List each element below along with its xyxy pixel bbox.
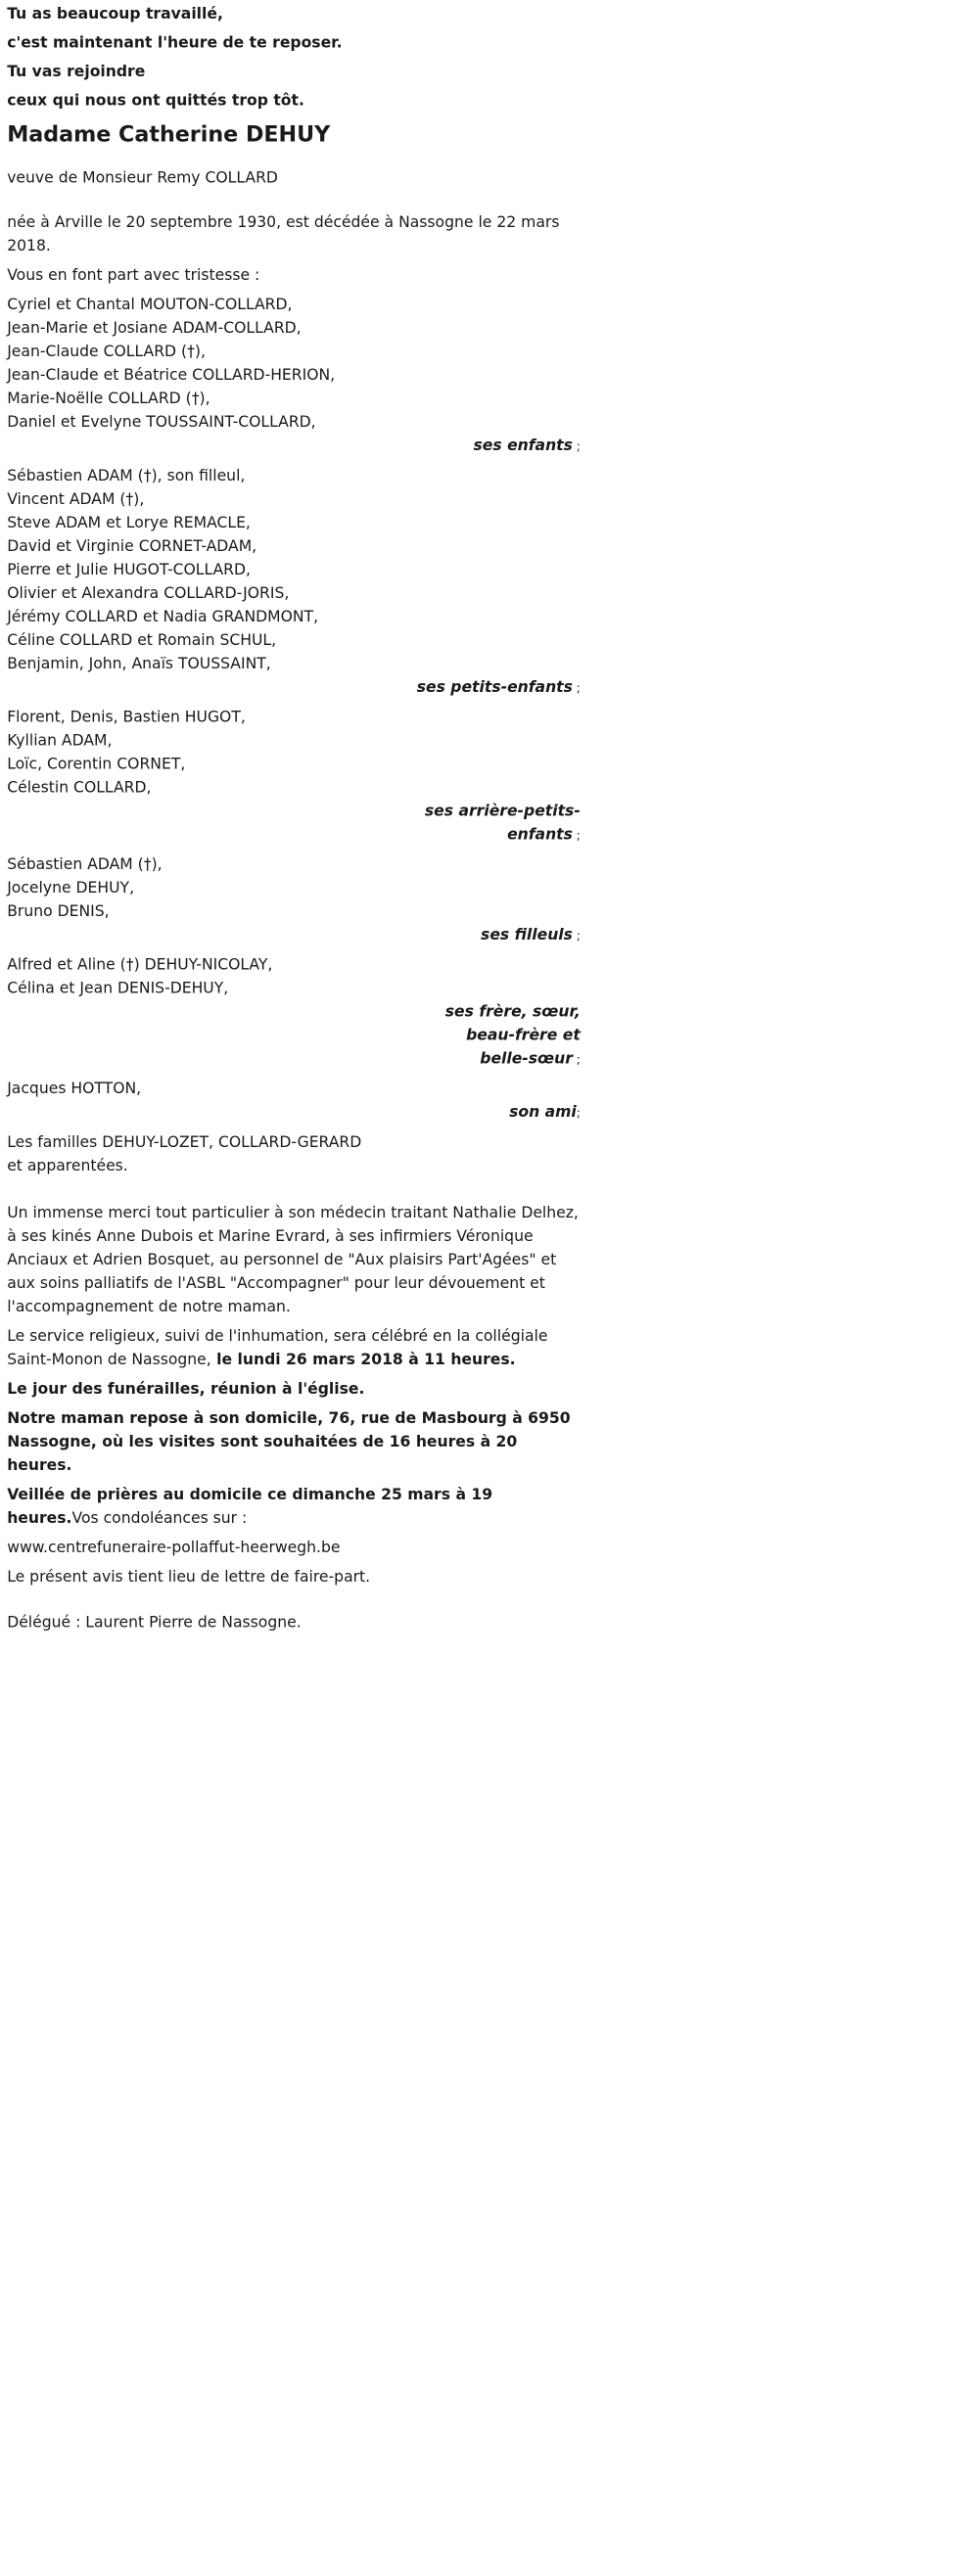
family-member: Jacques HOTTON, bbox=[7, 1080, 142, 1098]
relation-text: ses frère, sœur, bbox=[444, 1002, 581, 1021]
family-member: Olivier et Alexandra COLLARD-JORIS, bbox=[7, 584, 290, 602]
family-member: Jean-Claude et Béatrice COLLARD-HERION, bbox=[7, 366, 336, 385]
relation-text: ses petits-enfants bbox=[416, 678, 573, 696]
family-member: Céline COLLARD et Romain SCHUL, bbox=[7, 631, 277, 649]
deceased-name: Madame Catherine DEHUY bbox=[7, 121, 331, 147]
relation-text: beau-frère et bbox=[466, 1026, 581, 1044]
relation-semicolon: ; bbox=[572, 438, 581, 454]
family-member: Loïc, Corentin CORNET, bbox=[7, 755, 186, 773]
relation-label bbox=[7, 1100, 581, 1125]
families-line: Les familles DEHUY-LOZET, COLLARD-GERARD bbox=[7, 1133, 362, 1151]
website-link[interactable]: www.centrefuneraire-pollaffut-heerwegh.be bbox=[7, 1539, 341, 1557]
funeral-meeting-text: Le jour des funérailles, réunion à l'église. bbox=[7, 1380, 365, 1398]
funeral-meeting bbox=[7, 1377, 581, 1401]
family-member: Daniel et Evelyne TOUSSAINT-COLLARD, bbox=[7, 413, 316, 432]
family-member: Florent, Denis, Bastien HUGOT, bbox=[7, 708, 246, 726]
poem bbox=[7, 2, 581, 112]
relation-label bbox=[7, 1000, 581, 1072]
relation-semicolon: ; bbox=[576, 1105, 581, 1121]
relation-text: enfants bbox=[507, 825, 573, 844]
rest-text: Notre maman repose à son domicile, 76, rue de Masbourg à 6950 Nassogne, où les visites sont souhaitées de 16 heures à 20 heures. bbox=[7, 1409, 571, 1474]
family-member: Célina et Jean DENIS-DEHUY, bbox=[7, 979, 229, 997]
family-member: Jocelyne DEHUY, bbox=[7, 879, 135, 897]
obituary-content bbox=[0, 0, 587, 1664]
notice-line: Le présent avis tient lieu de lettre de faire-part. bbox=[7, 1568, 371, 1587]
family-member: Sébastien ADAM (†), son filleul, bbox=[7, 467, 246, 485]
family-group-people bbox=[7, 464, 581, 675]
family-groups bbox=[7, 293, 581, 1125]
vigil-text: Veillée de prières au domicile ce dimanche 25 mars à 19 heures. bbox=[7, 1486, 493, 1528]
poem-line: Tu vas rejoindre bbox=[7, 63, 146, 81]
family-member: Sébastien ADAM (†), bbox=[7, 855, 163, 874]
relation-text: ses arrière-petits- bbox=[424, 802, 581, 820]
family-member: David et Virginie CORNET-ADAM, bbox=[7, 537, 257, 555]
family-group-people bbox=[7, 706, 581, 800]
family-group-people bbox=[7, 1077, 581, 1100]
family-group-people bbox=[7, 953, 581, 1000]
relation-text: belle-sœur bbox=[480, 1049, 573, 1068]
family-member: Kyllian ADAM, bbox=[7, 731, 113, 750]
relation-semicolon: ; bbox=[572, 1052, 581, 1067]
relation-label bbox=[7, 800, 581, 848]
family-member: Pierre et Julie HUGOT-COLLARD, bbox=[7, 561, 251, 578]
family-member: Marie-Noëlle COLLARD (†), bbox=[7, 390, 210, 408]
intro-line: Vous en font part avec tristesse : bbox=[7, 266, 260, 285]
obituary-document bbox=[0, 0, 587, 1664]
birth-death-line: née à Arville le 20 septembre 1930, est décédée à Nassogne le 22 mars 2018. bbox=[7, 213, 560, 255]
poem-line: c'est maintenant l'heure de te reposer. bbox=[7, 33, 343, 52]
family-member: Vincent ADAM (†), bbox=[7, 490, 145, 508]
service-paragraph bbox=[7, 1324, 581, 1371]
family-member: Célestin COLLARD, bbox=[7, 778, 152, 797]
family-member: Bruno DENIS, bbox=[7, 902, 110, 921]
family-group-people bbox=[7, 293, 581, 434]
families-line: et apparentées. bbox=[7, 1157, 128, 1174]
relation-text: ses filleuls bbox=[481, 926, 573, 944]
relation-semicolon: ; bbox=[572, 680, 581, 695]
family-member: Jean-Claude COLLARD (†), bbox=[7, 343, 206, 361]
relation-text: ses enfants bbox=[473, 437, 573, 455]
family-member: Benjamin, John, Anaïs TOUSSAINT, bbox=[7, 655, 271, 672]
service-text: Le service religieux, suivi de l'inhumation, sera célébré en la collégiale Saint-Monon de Nassogne, bbox=[7, 1327, 548, 1368]
family-member: Alfred et Aline (†) DEHUY-NICOLAY, bbox=[7, 955, 273, 974]
poem-line: Tu as beaucoup travaillé, bbox=[7, 5, 223, 23]
widow-line: veuve de Monsieur Remy COLLARD bbox=[7, 168, 278, 187]
poem-line: ceux qui nous ont quittés trop tôt. bbox=[7, 91, 304, 110]
family-group-people bbox=[7, 852, 581, 923]
relation-semicolon: ; bbox=[572, 928, 581, 943]
rest-paragraph bbox=[7, 1406, 581, 1477]
thanks-paragraph: Un immense merci tout particulier à son médecin traitant Nathalie Delhez, à ses kinés Anne Dubois et Marine Evrard, à ses infirmiers Véronique Anciaux et Adrien Bosquet, au personnel de "Aux plaisirs Part'Agées" et aux soins palliatifs de l'ASBL "Accompagner" pour leur dévouement et l'accompagnement de notre maman. bbox=[7, 1204, 579, 1315]
condolences-text: Vos condoléances sur : bbox=[71, 1509, 248, 1528]
family-member: Jean-Marie et Josiane ADAM-COLLARD, bbox=[7, 319, 302, 338]
relation-text: son ami bbox=[509, 1103, 577, 1122]
delegate-line: Délégué : Laurent Pierre de Nassogne. bbox=[7, 1613, 302, 1632]
vigil-paragraph bbox=[7, 1483, 581, 1530]
service-date: le lundi 26 mars 2018 à 11 heures. bbox=[210, 1351, 516, 1368]
relation-semicolon: ; bbox=[572, 828, 581, 843]
families-block bbox=[7, 1130, 581, 1177]
family-member: Jérémy COLLARD et Nadia GRANDMONT, bbox=[7, 608, 319, 625]
family-member: Cyriel et Chantal MOUTON-COLLARD, bbox=[7, 296, 293, 314]
relation-label bbox=[7, 434, 581, 458]
family-member: Steve ADAM et Lorye REMACLE, bbox=[7, 514, 251, 531]
relation-label bbox=[7, 675, 581, 700]
relation-label bbox=[7, 923, 581, 947]
